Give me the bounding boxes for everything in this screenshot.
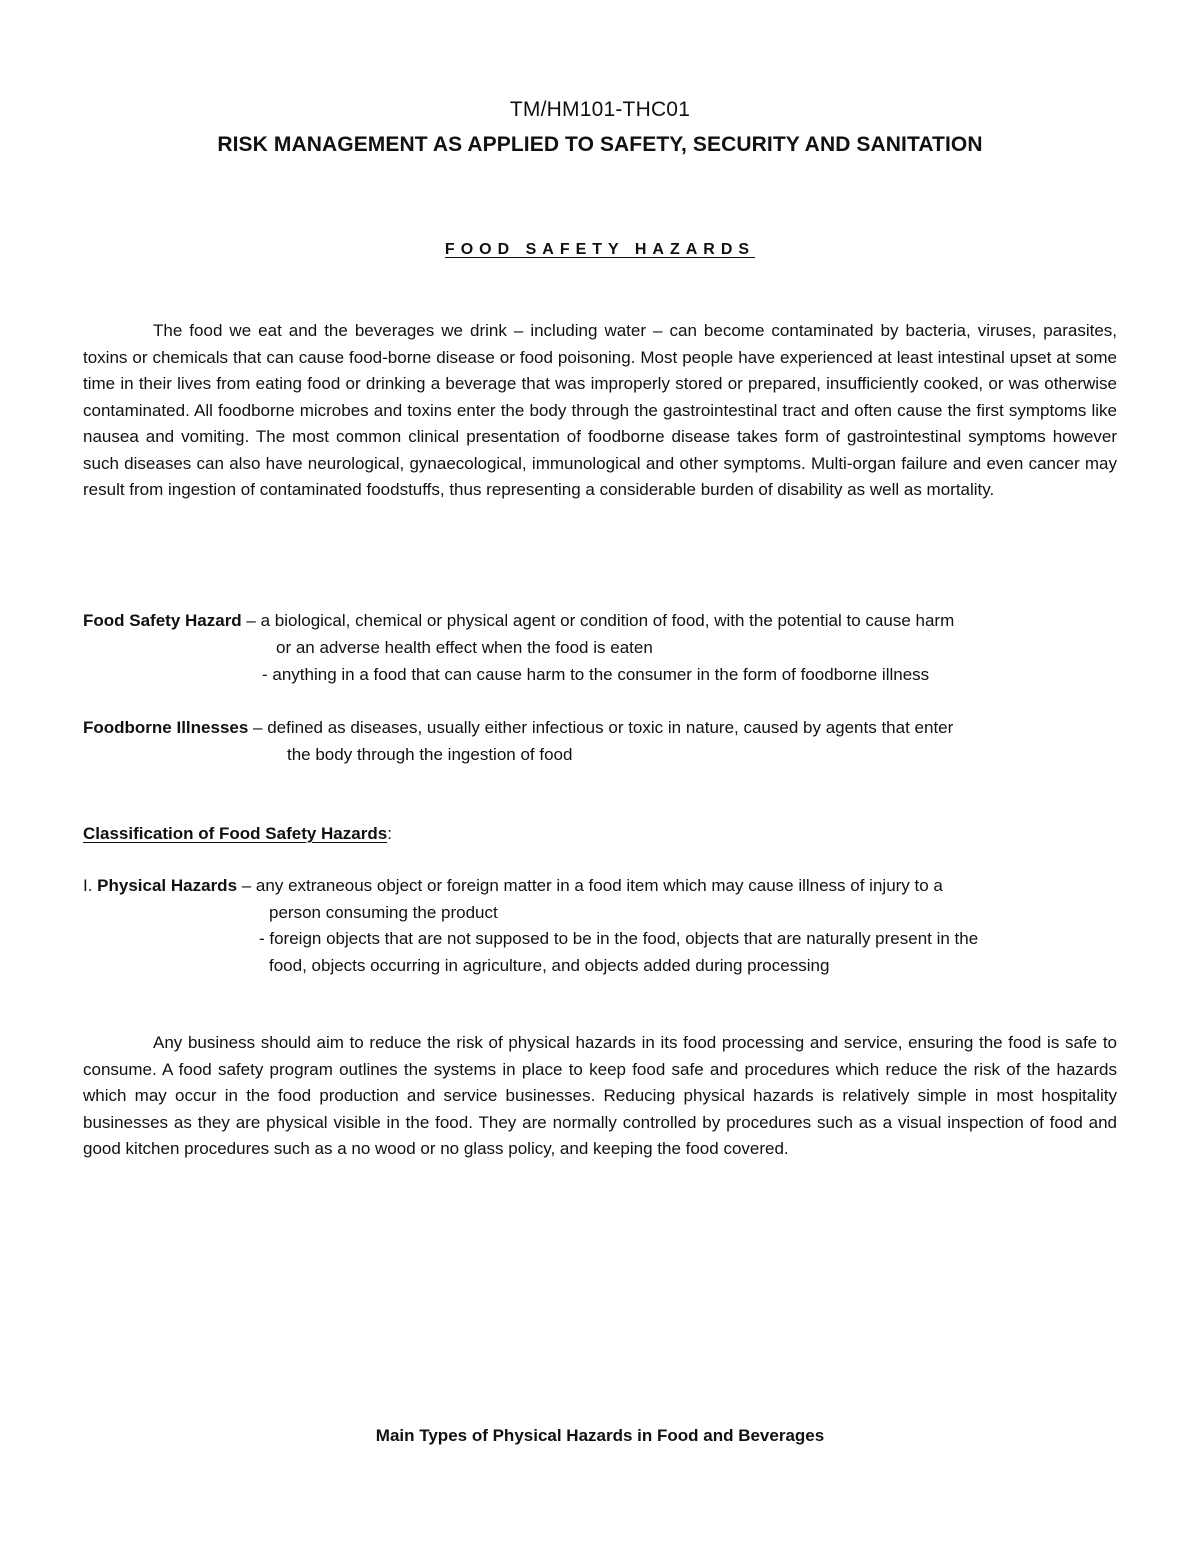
definition-continuation: the body through the ingestion of food [287, 745, 573, 764]
definition-text: – a biological, chemical or physical agent or condition of food, with the potential to cause harm [241, 611, 955, 630]
definition-food-safety-hazard [83, 608, 954, 635]
definition-term: Foodborne Illnesses [83, 718, 249, 737]
definition-continuation: person consuming the product [269, 903, 498, 922]
definition-continuation: or an adverse health effect when the food is eaten [276, 638, 653, 657]
definition-text: – defined as diseases, usually either infectious or toxic in nature, caused by agents that enter [248, 718, 954, 737]
physical-hazards-paragraph: Any business should aim to reduce the risk of physical hazards in its food processing and service, ensuring the food is safe to consume. A food safety program outlines the systems in place to keep food safe and procedures which reduce the risk of the hazards which may occur in the food production and service businesses. Reducing physical hazards is relatively simple in most hospitality businesses as they are physical visible in the food. They are normally controlled by procedures such as a visual inspection of food and good kitchen procedures such as a no wood or no glass policy, and keeping the food covered. [83, 1033, 1117, 1158]
section-title: FOOD SAFETY HAZARDS [444, 241, 756, 258]
definition-term: Food Safety Hazard [83, 611, 242, 630]
definition-text: – any extraneous object or foreign matter in a food item which may cause illness of injury to a [237, 876, 943, 895]
physical-hazards-definition [83, 873, 943, 900]
main-types-heading: Main Types of Physical Hazards in Food and Beverages [375, 1426, 825, 1445]
definition-foodborne-illnesses [83, 715, 953, 742]
definition-alternate: - foreign objects that are not supposed to be in the food, objects that are naturally present in the [259, 929, 979, 948]
classification-heading-text: Classification of Food Safety Hazards [83, 824, 388, 843]
intro-paragraph: The food we eat and the beverages we drink – including water – can become contaminated by bacteria, viruses, parasites, toxins or chemicals that can cause food-borne disease or food poisoning. Most people have experienced at least intestinal upset at some time in their lives from eating food or drinking a beverage that was improperly stored or prepared, insufficiently cooked, or was otherwise contaminated. All foodborne microbes and toxins enter the body through the gastrointestinal tract and often cause the first symptoms like nausea and vomiting. The most common clinical presentation of foodborne disease takes form of gastrointestinal symptoms however such diseases can also have neurological, gynaecological, immunological and other symptoms. Multi-organ failure and even cancer may result from ingestion of contaminated foodstuffs, thus representing a considerable burden of disability as well as mortality. [83, 321, 1117, 499]
course-title: RISK MANAGEMENT AS APPLIED TO SAFETY, SECURITY AND SANITATION [217, 133, 983, 156]
definition-continuation: food, objects occurring in agriculture, and objects added during processing [269, 956, 830, 975]
definition-term: Physical Hazards [97, 876, 238, 895]
classification-heading-colon: : [387, 824, 392, 843]
classification-heading [83, 821, 392, 848]
definition-alternate: - anything in a food that can cause harm to the consumer in the form of foodborne illness [262, 665, 930, 684]
list-numeral: I. [83, 876, 98, 895]
course-code: TM/HM101-THC01 [509, 98, 691, 121]
